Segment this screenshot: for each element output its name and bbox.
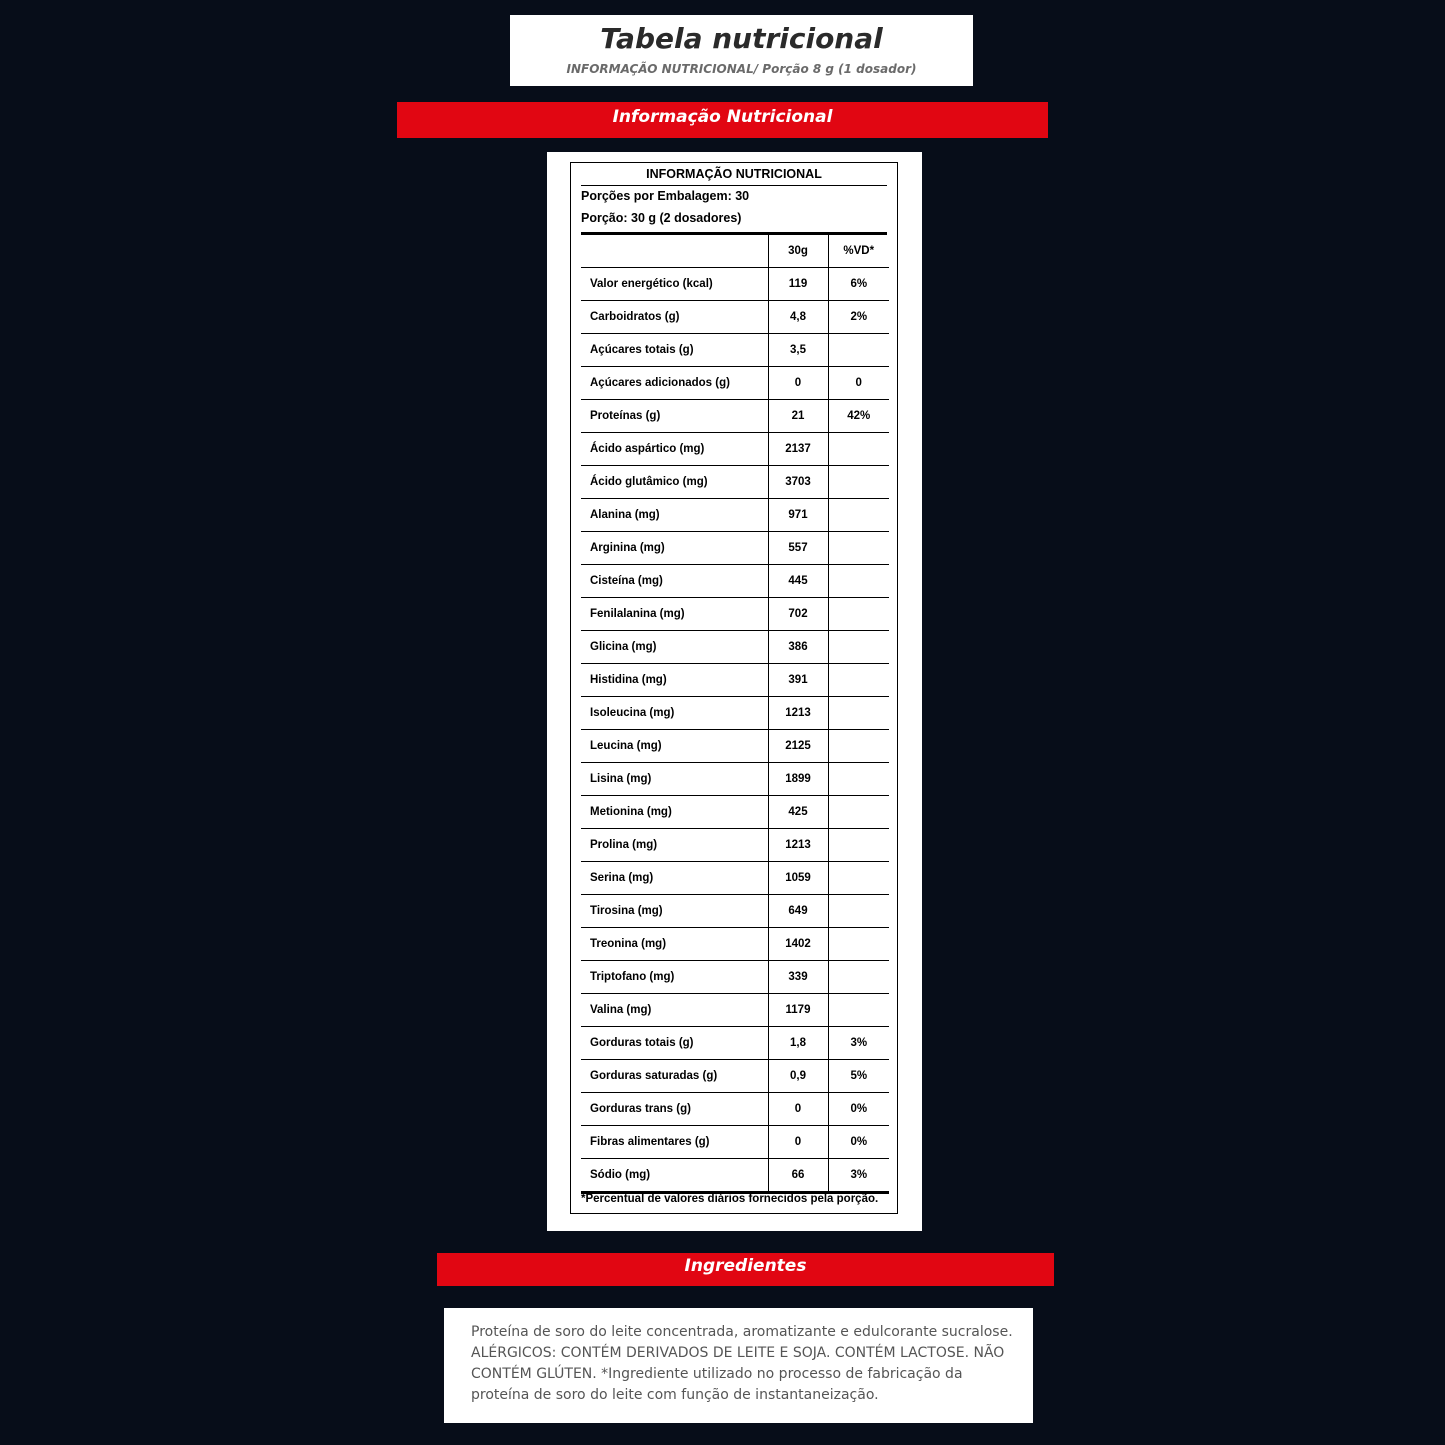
nutrient-dv: 3%	[828, 1027, 889, 1060]
nutrient-name: Glicina (mg)	[581, 631, 768, 664]
nutrient-dv	[828, 961, 889, 994]
table-row	[581, 565, 889, 598]
table-row	[581, 1126, 889, 1159]
nutrition-table	[581, 235, 889, 1194]
nutrient-dv	[828, 664, 889, 697]
nutrient-name: Proteínas (g)	[581, 400, 768, 433]
table-row	[581, 631, 889, 664]
nutrient-dv	[828, 994, 889, 1027]
table-row	[581, 796, 889, 829]
table-row	[581, 400, 889, 433]
nutrient-amount: 971	[768, 499, 828, 532]
nutrient-amount: 3,5	[768, 334, 828, 367]
nutrient-amount: 3703	[768, 466, 828, 499]
nutrient-name: Ácido glutâmico (mg)	[581, 466, 768, 499]
nutrient-name: Carboidratos (g)	[581, 301, 768, 334]
nutrient-name: Gorduras saturadas (g)	[581, 1060, 768, 1093]
nutrient-dv	[828, 829, 889, 862]
nutrient-amount: 339	[768, 961, 828, 994]
nutrient-dv	[828, 334, 889, 367]
nutrient-amount: 425	[768, 796, 828, 829]
nutrient-amount: 2125	[768, 730, 828, 763]
table-row	[581, 664, 889, 697]
nutrient-dv	[828, 928, 889, 961]
nutrient-amount: 0	[768, 367, 828, 400]
nutrient-dv: 5%	[828, 1060, 889, 1093]
ingredients-banner: Ingredientes	[437, 1253, 1054, 1286]
nutrition-label	[570, 162, 898, 1214]
table-row	[581, 433, 889, 466]
nutrient-dv	[828, 598, 889, 631]
nutrient-amount: 1402	[768, 928, 828, 961]
nutrient-dv: 6%	[828, 268, 889, 301]
nutrient-amount: 66	[768, 1159, 828, 1193]
nutrient-dv	[828, 499, 889, 532]
servings-line: Porções por Embalagem: 30	[581, 189, 750, 203]
nutrient-dv	[828, 763, 889, 796]
nutrient-name: Isoleucina (mg)	[581, 697, 768, 730]
ingredients-text: Proteína de soro do leite concentrada, aromatizante e edulcorante sucralose. ALÉRGICOS: CONTÉM DERIVADOS DE LEITE E SOJA. CONTÉM LACTOSE. NÃO CONTÉM GLÚTEN. *Ingrediente utilizado no processo de fabricação da proteína de soro do leite com função de instantaneização.	[471, 1324, 1013, 1403]
nutrient-name: Cisteína (mg)	[581, 565, 768, 598]
table-row	[581, 895, 889, 928]
nutrient-dv	[828, 532, 889, 565]
table-row	[581, 466, 889, 499]
nutrient-name: Histidina (mg)	[581, 664, 768, 697]
nutrient-dv: 0	[828, 367, 889, 400]
nutrient-amount: 1179	[768, 994, 828, 1027]
nutrient-amount: 119	[768, 268, 828, 301]
page-subtitle: INFORMAÇÃO NUTRICIONAL/ Porção 8 g (1 dosador)	[566, 62, 917, 76]
column-amount-header: 30g	[768, 235, 828, 268]
nutrient-amount: 1059	[768, 862, 828, 895]
nutrient-amount: 1213	[768, 697, 828, 730]
nutrient-amount: 702	[768, 598, 828, 631]
table-row	[581, 301, 889, 334]
table-row	[581, 1060, 889, 1093]
nutrient-dv: 42%	[828, 400, 889, 433]
nutrient-name: Treonina (mg)	[581, 928, 768, 961]
title-box	[510, 15, 973, 86]
nutrient-name: Alanina (mg)	[581, 499, 768, 532]
footnote: *Percentual de valores diários fornecidos pela porção.	[581, 1193, 879, 1205]
nutrient-name: Prolina (mg)	[581, 829, 768, 862]
nutrient-dv	[828, 697, 889, 730]
nutrient-name: Fenilalanina (mg)	[581, 598, 768, 631]
nutrient-dv	[828, 862, 889, 895]
table-row	[581, 763, 889, 796]
nutrient-dv	[828, 730, 889, 763]
table-header-row	[581, 235, 889, 268]
nutrient-name: Valina (mg)	[581, 994, 768, 1027]
nutrient-amount: 0	[768, 1126, 828, 1159]
portion-line: Porção: 30 g (2 dosadores)	[581, 211, 742, 225]
nutrient-dv	[828, 565, 889, 598]
header-blank	[581, 235, 768, 268]
nutrient-dv: 2%	[828, 301, 889, 334]
nutrient-amount: 1213	[768, 829, 828, 862]
table-row	[581, 961, 889, 994]
nutrient-dv: 3%	[828, 1159, 889, 1193]
nutrient-amount: 0	[768, 1093, 828, 1126]
nutrient-dv	[828, 466, 889, 499]
nutrient-name: Sódio (mg)	[581, 1159, 768, 1193]
table-row	[581, 730, 889, 763]
nutrient-dv	[828, 631, 889, 664]
table-row	[581, 1027, 889, 1060]
nutrient-amount: 649	[768, 895, 828, 928]
nutrient-name: Arginina (mg)	[581, 532, 768, 565]
table-row	[581, 697, 889, 730]
table-row	[581, 829, 889, 862]
nutrient-name: Leucina (mg)	[581, 730, 768, 763]
nutrient-amount: 1,8	[768, 1027, 828, 1060]
nutrient-name: Metionina (mg)	[581, 796, 768, 829]
nutrient-amount: 21	[768, 400, 828, 433]
nutrient-name: Serina (mg)	[581, 862, 768, 895]
nutrient-amount: 2137	[768, 433, 828, 466]
nutrient-name: Triptofano (mg)	[581, 961, 768, 994]
nutrient-name: Açúcares adicionados (g)	[581, 367, 768, 400]
nutrient-name: Tirosina (mg)	[581, 895, 768, 928]
nutrient-amount: 0,9	[768, 1060, 828, 1093]
table-row	[581, 598, 889, 631]
table-row	[581, 1093, 889, 1126]
nutrition-banner: Informação Nutricional	[397, 102, 1048, 138]
nutrient-dv	[828, 895, 889, 928]
ingredients-box	[444, 1308, 1033, 1423]
nutrient-dv	[828, 433, 889, 466]
nutrient-amount: 386	[768, 631, 828, 664]
nutrient-name: Lisina (mg)	[581, 763, 768, 796]
label-heading: INFORMAÇÃO NUTRICIONAL	[581, 163, 887, 186]
table-row	[581, 268, 889, 301]
nutrient-name: Gorduras totais (g)	[581, 1027, 768, 1060]
table-row	[581, 994, 889, 1027]
nutrient-amount: 445	[768, 565, 828, 598]
nutrient-amount: 557	[768, 532, 828, 565]
nutrient-dv: 0%	[828, 1093, 889, 1126]
column-dv-header: %VD*	[828, 235, 889, 268]
nutrient-amount: 391	[768, 664, 828, 697]
nutrient-amount: 4,8	[768, 301, 828, 334]
page-title: Tabela nutricional	[600, 22, 883, 55]
nutrient-name: Gorduras trans (g)	[581, 1093, 768, 1126]
nutrition-panel	[547, 152, 922, 1231]
nutrient-name: Fibras alimentares (g)	[581, 1126, 768, 1159]
nutrient-name: Valor energético (kcal)	[581, 268, 768, 301]
table-row	[581, 532, 889, 565]
nutrient-dv: 0%	[828, 1126, 889, 1159]
table-row	[581, 367, 889, 400]
nutrient-amount: 1899	[768, 763, 828, 796]
table-row	[581, 334, 889, 367]
table-row	[581, 1159, 889, 1193]
table-row	[581, 862, 889, 895]
table-row	[581, 499, 889, 532]
nutrient-name: Açúcares totais (g)	[581, 334, 768, 367]
table-row	[581, 928, 889, 961]
nutrient-dv	[828, 796, 889, 829]
nutrient-name: Ácido aspártico (mg)	[581, 433, 768, 466]
